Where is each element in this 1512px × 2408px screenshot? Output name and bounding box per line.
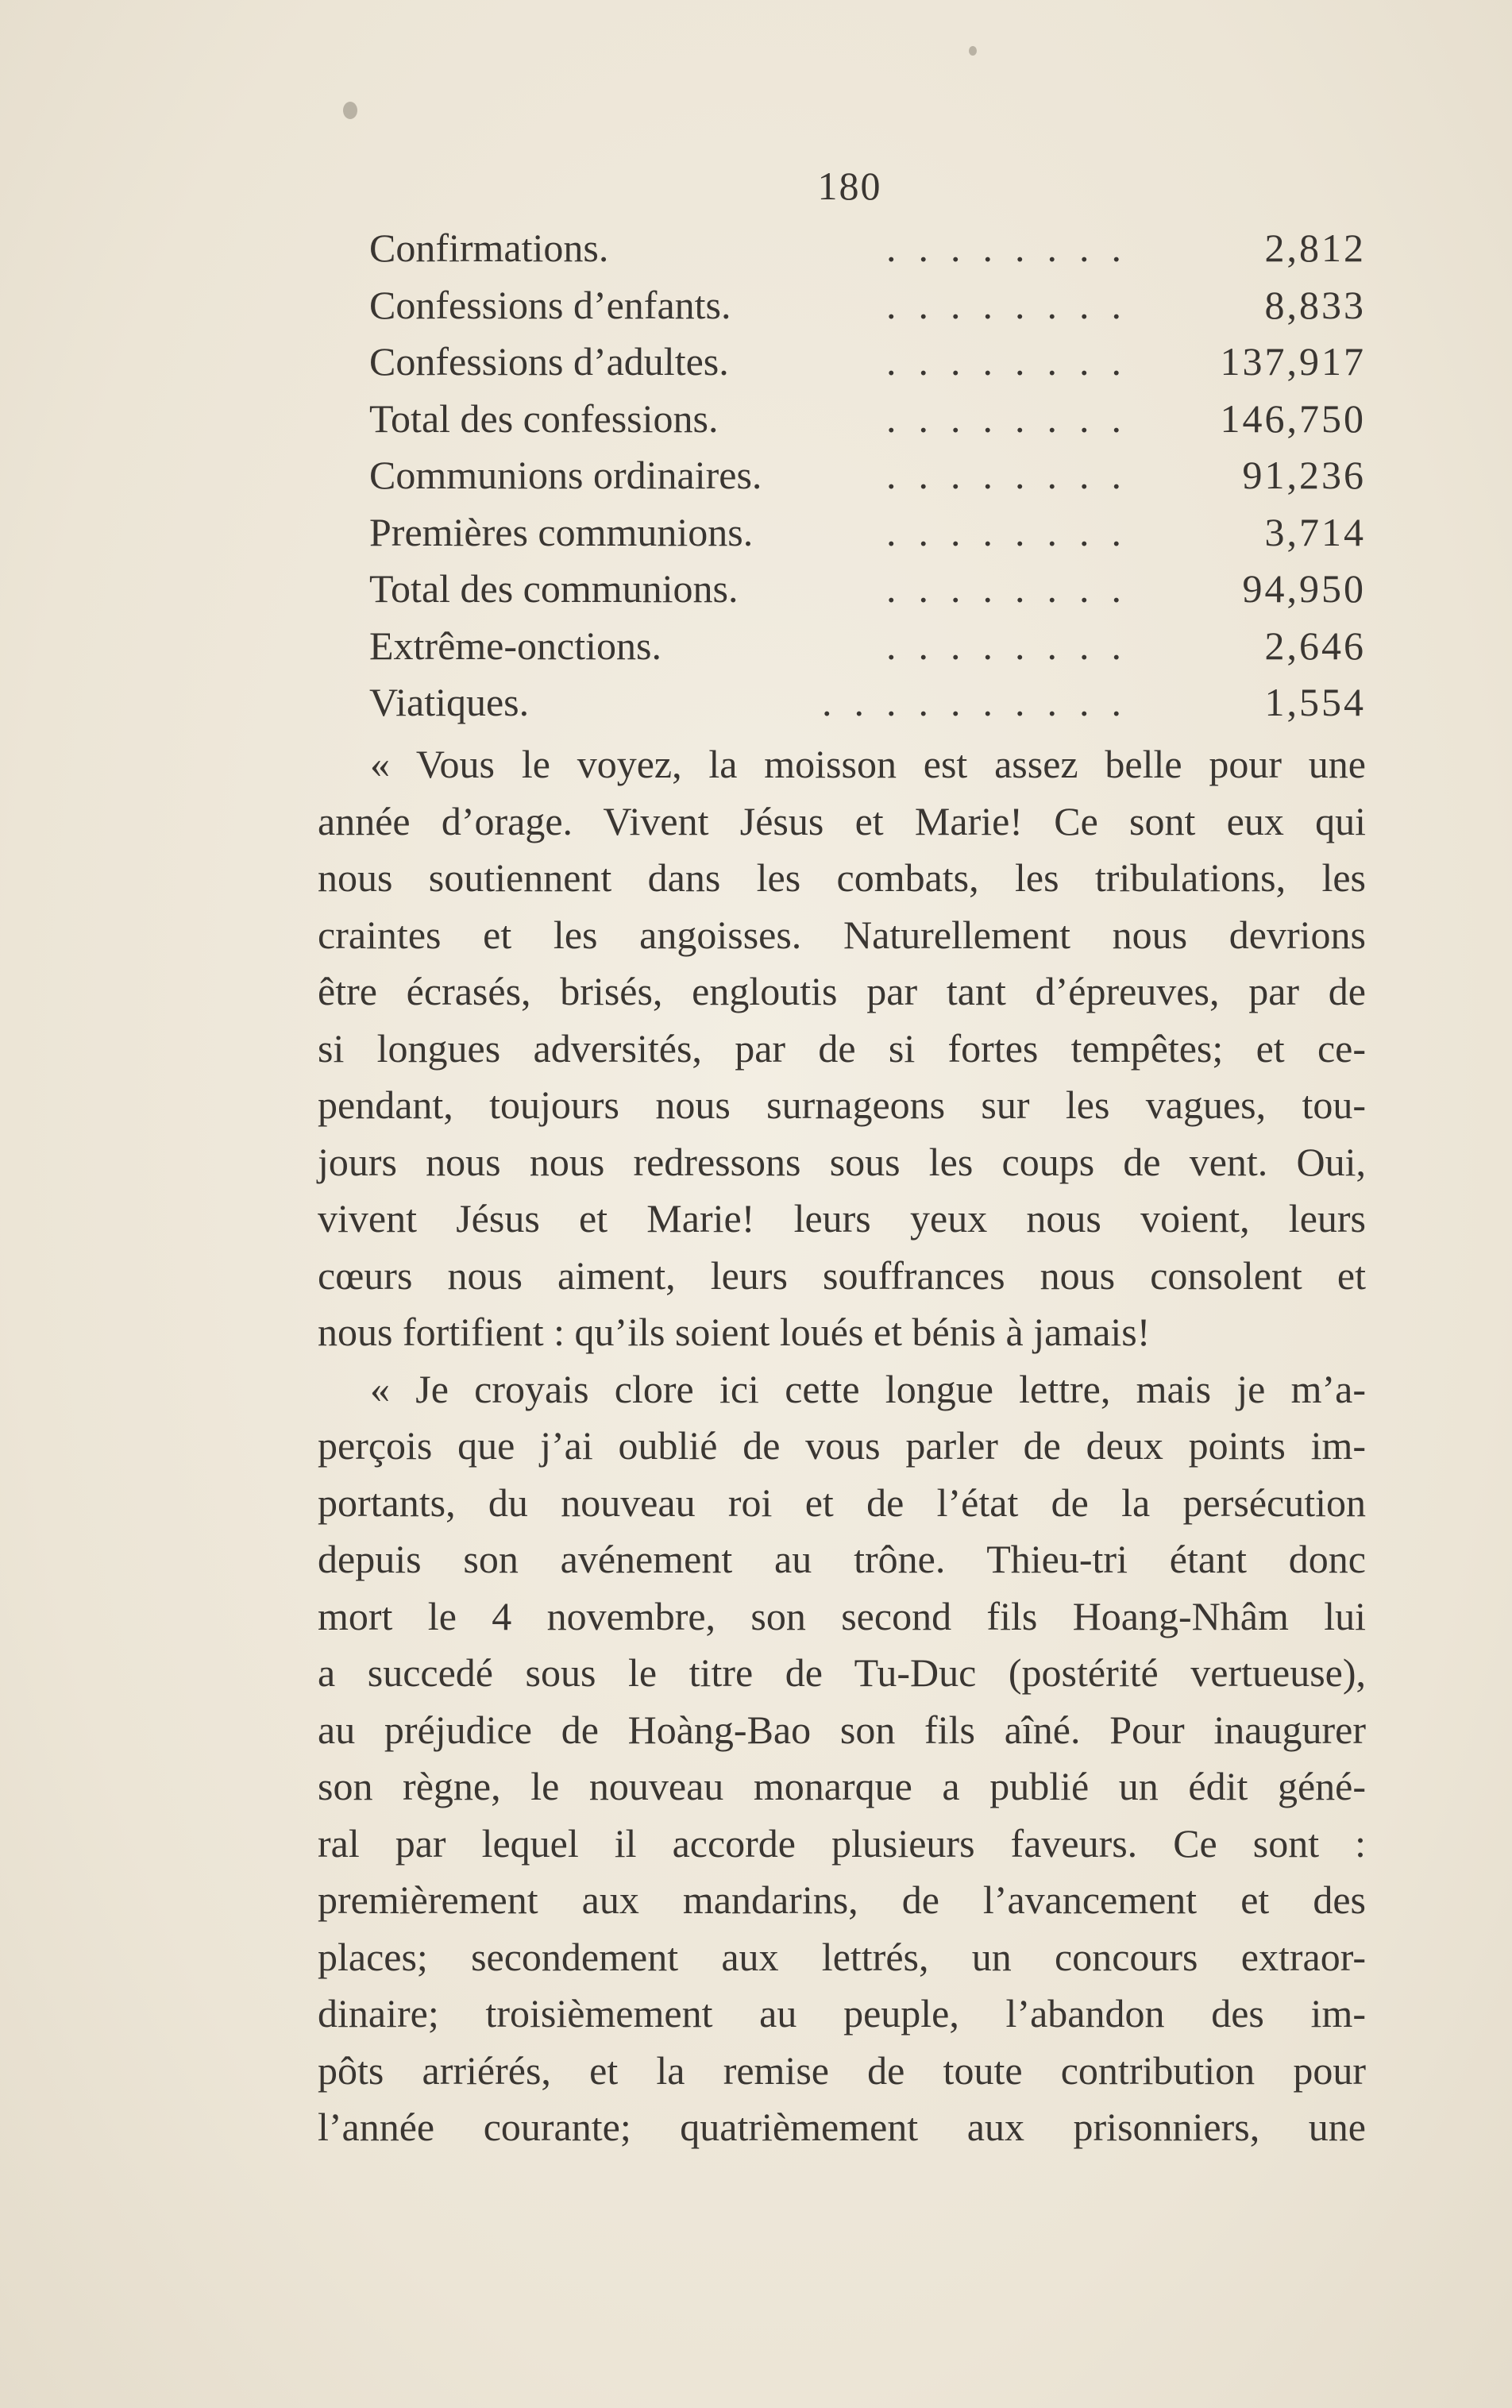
stat-label: Confessions d’adultes. <box>369 339 729 384</box>
stat-row <box>369 338 1366 396</box>
text-line: année d’orage. Vivent Jésus et Marie! Ce sont eux qui <box>318 798 1366 843</box>
leader-dots: ........ <box>886 396 1144 441</box>
stat-label: Confirmations. <box>369 226 609 270</box>
text-line: au préjudice de Hoàng-Bao son fils aîné. Pour inaugurer <box>318 1707 1366 1752</box>
stat-label: Total des communions. <box>369 566 739 611</box>
text-line: l’année courante; quatrièmement aux prisonniers, une <box>318 2105 1366 2149</box>
text-line: nous fortifient : qu’ils soient loués et bénis à jamais! <box>318 1310 1151 1354</box>
text-line: premièrement aux mandarins, de l’avancement et des <box>318 1877 1366 1922</box>
text-line: mort le 4 novembre, son second fils Hoang-Nhâm lui <box>318 1593 1366 1638</box>
stat-value: 137,917 <box>1220 339 1366 384</box>
text-line: depuis son avénement au trône. Thieu-tri étant donc <box>318 1537 1366 1581</box>
text-line: « Vous le voyez, la moisson est assez belle pour une <box>370 742 1366 786</box>
stat-row <box>369 679 1366 736</box>
leader-dots: ........ <box>886 623 1144 668</box>
leader-dots: ........ <box>886 339 1144 384</box>
stat-label: Premières communions. <box>369 509 754 554</box>
text-line: si longues adversités, par de si fortes tempêtes; et ce- <box>318 1025 1366 1071</box>
text-line: portants, du nouveau roi et de l’état de la persécution <box>318 1480 1366 1525</box>
stat-value: 94,950 <box>1242 566 1366 611</box>
letter-text <box>318 736 1366 2156</box>
text-line: « Je croyais clore ici cette longue lettre, mais je m’a- <box>370 1366 1366 1411</box>
statistics-table <box>369 225 1366 736</box>
stat-row <box>369 282 1366 339</box>
stat-row <box>369 509 1366 566</box>
text-line: cœurs nous aiment, leurs souffrances nous consolent et <box>318 1252 1366 1298</box>
stat-row <box>369 565 1366 623</box>
leader-dots: ........ <box>886 226 1144 270</box>
text-line: être écrasés, brisés, engloutis par tant d’épreuves, par de <box>318 969 1366 1013</box>
text-line: ral par lequel il accorde plusieurs faveurs. Ce sont : <box>318 1820 1366 1866</box>
stat-label: Total des confessions. <box>369 396 719 441</box>
text-line: a succedé sous le titre de Tu-Duc (postérité vertueuse), <box>318 1650 1366 1695</box>
stat-label: Viatiques. <box>369 680 530 724</box>
leader-dots: ........ <box>886 282 1144 327</box>
text-line: nous soutiennent dans les combats, les tribulations, les <box>318 855 1366 900</box>
page-number: 180 <box>817 164 882 208</box>
stat-value: 2,646 <box>1264 623 1366 668</box>
text-line: craintes et les angoisses. Naturellement nous devrions <box>318 912 1366 957</box>
text-line: jours nous nous redressons sous les coups de vent. Oui, <box>318 1139 1366 1184</box>
stat-row <box>369 225 1366 282</box>
text-line: perçois que j’ai oublié de vous parler de deux points im- <box>318 1423 1366 1468</box>
text-line: pôts arriérés, et la remise de toute contribution pour <box>318 2047 1366 2093</box>
ink-smudge <box>343 102 357 119</box>
stat-value: 1,554 <box>1264 680 1366 724</box>
text-line: vivent Jésus et Marie! leurs yeux nous voient, leurs <box>318 1196 1366 1241</box>
stat-row <box>369 396 1366 453</box>
stat-label: Communions ordinaires. <box>369 453 762 497</box>
leader-dots: ........ <box>886 509 1144 554</box>
stat-value: 8,833 <box>1264 282 1366 327</box>
leader-dots: ........ <box>886 453 1144 497</box>
stat-value: 2,812 <box>1264 226 1366 270</box>
stat-value: 146,750 <box>1220 396 1366 441</box>
stat-label: Confessions d’enfants. <box>369 282 731 327</box>
text-line: places; secondement aux lettrés, un concours extraor- <box>318 1934 1366 1979</box>
ink-dot <box>969 46 977 56</box>
leader-dots: .......... <box>822 680 1144 724</box>
text-line: pendant, toujours nous surnageons sur les vagues, tou- <box>318 1082 1366 1127</box>
stat-value: 3,714 <box>1264 509 1366 554</box>
stat-row <box>369 452 1366 509</box>
text-line: son règne, le nouveau monarque a publié un édit géné- <box>318 1764 1366 1808</box>
stat-label: Extrême-onctions. <box>369 623 662 668</box>
leader-dots: ........ <box>886 566 1144 611</box>
stat-value: 91,236 <box>1242 453 1366 497</box>
text-line: dinaire; troisièmement au peuple, l’abandon des im- <box>318 1991 1366 2036</box>
stat-row <box>369 623 1366 680</box>
